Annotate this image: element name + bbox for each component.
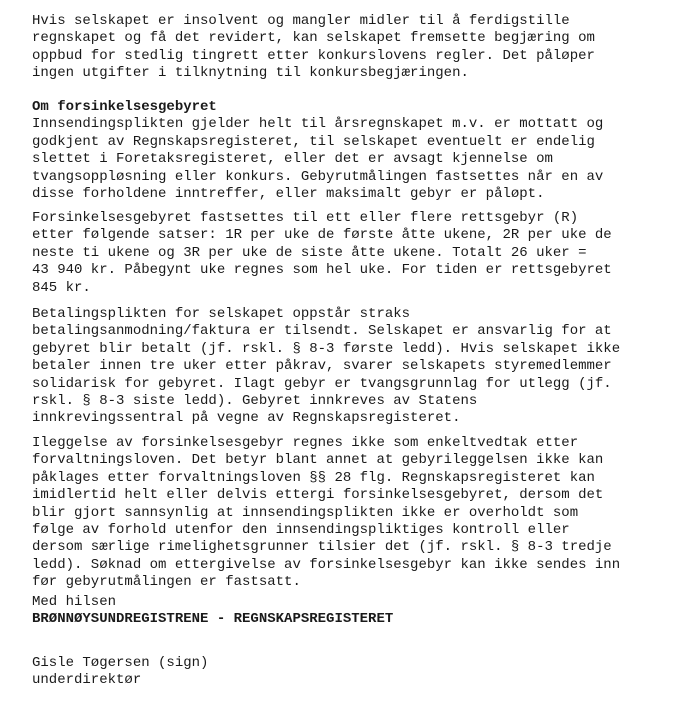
text-line: neste ti ukene og 3R per uke de siste åtte ukene. Totalt 26 uker = [32,244,587,261]
text-line: tvangsoppløsning eller konkurs. Gebyrutmålingen fastsettes når en av [32,168,604,185]
text-line: forvaltningsloven. Det betyr blant annet at gebyrileggelsen ikke kan [32,452,604,469]
text-line: etter følgende satser: 1R per uke de første åtte ukene, 2R per uke de [32,227,612,244]
text-line: solidarisk for gebyret. Ilagt gebyr er tvangsgrunnlag for utlegg (jf. [32,375,612,392]
text-line: 43 940 kr. Påbegynt uke regnes som hel uke. For tiden er rettsgebyret [32,262,612,279]
text-line: betalingsanmodning/faktura er tilsendt. Selskapet er ansvarlig for at [32,323,612,340]
text-line: før gebyrutmålingen er fastsatt. [32,574,301,591]
text-line: imidlertid helt eller delvis ettergi forsinkelsesgebyret, dersom det [32,487,604,504]
paragraph-fee-rates [32,210,696,297]
paragraph-insolvency [32,13,696,83]
text-line: godkjent av Regnskapsregisteret, til selskapet eventuelt er endelig [32,133,595,150]
text-line: oppbud for stedlig tingrett etter konkurslovens regler. Det påløper [32,47,595,64]
text-line: innkrevingssentral på vegne av Regnskapsregisteret. [32,410,461,427]
text-line: slettet i Foretaksregisteret, eller det er avsagt kjennelse om [32,151,553,168]
text-line: gebyret blir betalt (jf. rskl. § 8-3 første ledd). Hvis selskapet ikke [32,340,621,357]
closing-block [32,594,696,629]
paragraph-administrative-decision [32,435,696,592]
text-line: påklages etter forvaltningsloven §§ 28 flg. Regnskapsregisteret kan [32,469,595,486]
text-line: rskl. § 8-3 siste ledd). Gebyret innkreves av Statens [32,392,478,409]
text-line: Ileggelse av forsinkelsesgebyr regnes ikke som enkeltvedtak etter [32,435,579,451]
sender-organization: BRØNNØYSUNDREGISTRENE - REGNSKAPSREGISTERET [32,611,394,628]
signatory-name: Gisle Tøgersen (sign) [32,655,209,671]
text-line: regnskapet og få det revidert, kan selskapet fremsette begjæring om [32,30,595,47]
text-line: Betalingsplikten for selskapet oppstår straks [32,306,411,322]
text-line: følge av forhold utenfor den innsendingspliktiges kontroll eller [32,521,570,538]
paragraph-payment-obligation [32,306,696,428]
text-line: disse forholdene inntreffer, eller maksimalt gebyr er påløpt. [32,185,545,202]
text-line: dersom særlige rimelighetsgrunner tilsier det (jf. rskl. § 8-3 tredje [32,539,612,556]
signature-block [32,655,696,690]
text-line: betaler innen tre uker etter påkrav, svarer selskapets styremedlemmer [32,358,612,375]
section-heading: Om forsinkelsesgebyret [32,99,217,115]
signatory-title: underdirektør [32,672,142,689]
text-line: Innsendingsplikten gjelder helt til årsregnskapet m.v. er mottatt og [32,116,604,133]
text-line: Hvis selskapet er insolvent og mangler midler til å ferdigstille [32,13,570,29]
text-line: Forsinkelsesgebyret fastsettes til ett eller flere rettsgebyr (R) [32,210,579,226]
closing-greeting: Med hilsen [32,594,117,610]
text-line: 845 kr. [32,279,91,296]
text-line: ledd). Søknad om ettergivelse av forsinkelsesgebyr kan ikke sendes inn [32,556,621,573]
text-line: ingen utgifter i tilknytning til konkursbegjæringen. [32,65,469,82]
text-line: blir gjort sannsynlig at innsendingsplikten ikke er overholdt som [32,504,579,521]
paragraph-late-fee-intro [32,99,696,203]
